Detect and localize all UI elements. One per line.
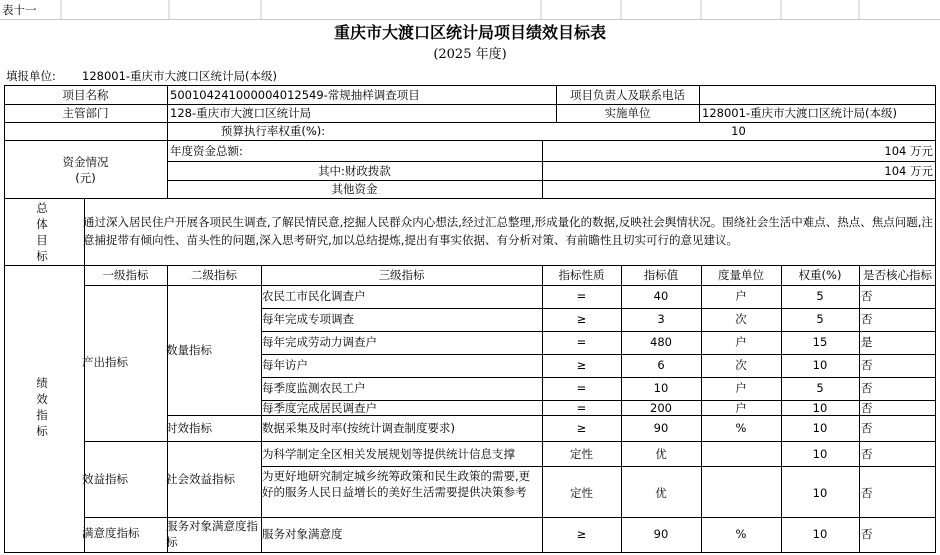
indicator-value: 200 — [650, 401, 672, 415]
indicator-core: 否 — [861, 527, 873, 541]
indicator-nature: ≥ — [576, 527, 587, 541]
indicator-weight: 5 — [816, 289, 824, 303]
table-label: 表十一 — [2, 3, 37, 17]
level1-satisfaction: 满意度指标 — [82, 526, 140, 540]
indicator-value: 3 — [657, 312, 665, 326]
unit-value: 128001-重庆市大渡口区统计局(本级) — [82, 69, 278, 83]
indicator-value: 480 — [650, 335, 672, 349]
budget-weight-label: 预算执行率权重(%): — [220, 124, 326, 138]
level2-service: 服务对象满意度指标 — [166, 519, 258, 549]
indicator-value: 90 — [653, 421, 669, 435]
indicator-core: 否 — [861, 381, 873, 395]
indicator-nature: = — [576, 381, 587, 395]
col-header-weight: 权重(%) — [798, 268, 842, 282]
perf-label: 绩效指标 — [36, 376, 48, 438]
funds-unit-label: (元) — [75, 171, 96, 185]
fiscal-value: 104 万元 — [884, 164, 933, 178]
indicator-value: 10 — [653, 381, 669, 395]
indicator-weight: 10 — [812, 447, 828, 461]
other-funds-label: 其他资金 — [331, 182, 378, 196]
indicator-name: 每年完成专项调查 — [262, 312, 354, 326]
level1-output: 产出指标 — [82, 355, 128, 369]
project-name-value: 500104241000004012549-常规抽样调查项目 — [170, 88, 420, 102]
indicator-name: 每季度监测农民工户 — [262, 381, 366, 395]
annual-total-value: 104 万元 — [884, 144, 933, 158]
indicator-nature: = — [576, 401, 587, 415]
annual-total-label: 年度资金总额: — [170, 144, 243, 158]
indicator-value: 40 — [653, 289, 669, 303]
indicator-weight: 10 — [812, 358, 828, 372]
indicator-value: 优 — [655, 447, 667, 461]
indicator-nature: 定性 — [570, 447, 593, 461]
indicator-name: 每季度完成居民调查户 — [262, 401, 377, 415]
project-name-label: 项目名称 — [62, 88, 109, 102]
indicator-weight: 10 — [812, 486, 828, 500]
indicator-value: 6 — [657, 358, 665, 372]
col-header-unit: 度量单位 — [718, 268, 764, 282]
indicator-weight: 10 — [812, 421, 828, 435]
dept-label: 主管部门 — [62, 106, 109, 120]
indicator-core: 否 — [861, 358, 873, 372]
page-title: 重庆市大渡口区统计局项目绩效目标表 — [333, 23, 606, 42]
unit-label: 填报单位: — [6, 69, 56, 83]
indicator-core: 否 — [861, 312, 873, 326]
indicator-name: 为更好地研究制定城乡统筹政策和民生政策的需要,更好的服务人民日益增长的美好生活需要提供决策参考 — [262, 469, 531, 499]
col-header-nature: 指标性质 — [558, 268, 605, 282]
indicator-value: 90 — [653, 527, 669, 541]
indicator-nature: ≥ — [576, 312, 587, 326]
fiscal-label: 其中:财政拨款 — [318, 164, 391, 178]
indicator-weight: 10 — [812, 401, 828, 415]
col-header-value: 指标值 — [643, 268, 679, 282]
indicator-nature: 定性 — [570, 486, 593, 500]
indicator-weight: 15 — [812, 335, 828, 349]
indicator-unit: 户 — [735, 289, 747, 303]
indicator-name: 每年访户 — [262, 358, 308, 372]
indicator-weight: 5 — [816, 312, 824, 326]
indicator-nature: = — [576, 335, 587, 349]
indicator-name: 数据采集及时率(按统计调查制度要求) — [262, 421, 455, 435]
indicator-unit: 次 — [735, 312, 747, 326]
col-header-level1: 一级指标 — [102, 268, 149, 282]
col-header-level3: 三级指标 — [378, 268, 425, 282]
indicator-name: 每年完成劳动力调查户 — [262, 335, 377, 349]
col-header-level2: 二级指标 — [191, 268, 237, 282]
report-year: (2025 年度) — [433, 47, 507, 62]
indicator-nature: ≥ — [576, 358, 587, 372]
dept-value: 128-重庆市大渡口区统计局 — [170, 106, 312, 120]
indicator-unit: 户 — [735, 335, 747, 349]
impl-label: 实施单位 — [604, 106, 651, 120]
col-header-core: 是否核心指标 — [863, 268, 932, 282]
contact-label: 项目负责人及联系电话 — [570, 88, 685, 102]
indicator-weight: 10 — [812, 527, 828, 541]
goal-label: 总体目标 — [36, 201, 48, 263]
goal-text: 通过深入居民住户开展各项民生调查,了解民情民意,挖掘人民群众内心想法,经过汇总整理,形成量化的数据,反映社会舆情状况。围绕社会生活中难点、热点、焦点问题,注意捕捉带有倾向性、苗头性的问题,深入思考研究,加以总结提炼,提出有事实依据、有分析对策、有前瞻性且切实可行的意见建议。 — [83, 215, 933, 247]
indicator-name: 农民工市民化调查户 — [262, 289, 366, 303]
indicator-nature: ≥ — [576, 421, 587, 435]
indicator-name: 为科学制定全区相关发展规划等提供统计信息支撑 — [262, 447, 515, 461]
level1-benefit: 效益指标 — [82, 472, 128, 486]
funds-label: 资金情况 — [62, 155, 109, 169]
indicator-core: 否 — [861, 447, 873, 461]
impl-value: 128001-重庆市大渡口区统计局(本级) — [702, 106, 898, 120]
indicator-unit: % — [735, 527, 747, 541]
indicator-unit: 户 — [735, 381, 747, 395]
indicator-core: 否 — [861, 289, 873, 303]
indicator-value: 优 — [655, 486, 667, 500]
indicator-core: 否 — [861, 421, 873, 435]
indicator-unit: 次 — [735, 358, 747, 372]
indicator-unit: % — [735, 421, 747, 435]
level2-quantity: 数量指标 — [166, 343, 212, 357]
indicator-core: 否 — [861, 401, 873, 415]
level2-timeliness: 时效指标 — [166, 421, 212, 435]
indicator-core: 是 — [861, 335, 873, 349]
indicator-unit: 户 — [735, 401, 747, 415]
level2-social: 社会效益指标 — [166, 472, 235, 486]
indicator-weight: 5 — [816, 381, 824, 395]
sheet-header-strip — [0, 0, 940, 20]
budget-weight-value: 10 — [731, 124, 746, 138]
indicator-name: 服务对象满意度 — [262, 527, 343, 541]
indicator-core: 否 — [861, 486, 873, 500]
indicator-nature: = — [576, 289, 587, 303]
